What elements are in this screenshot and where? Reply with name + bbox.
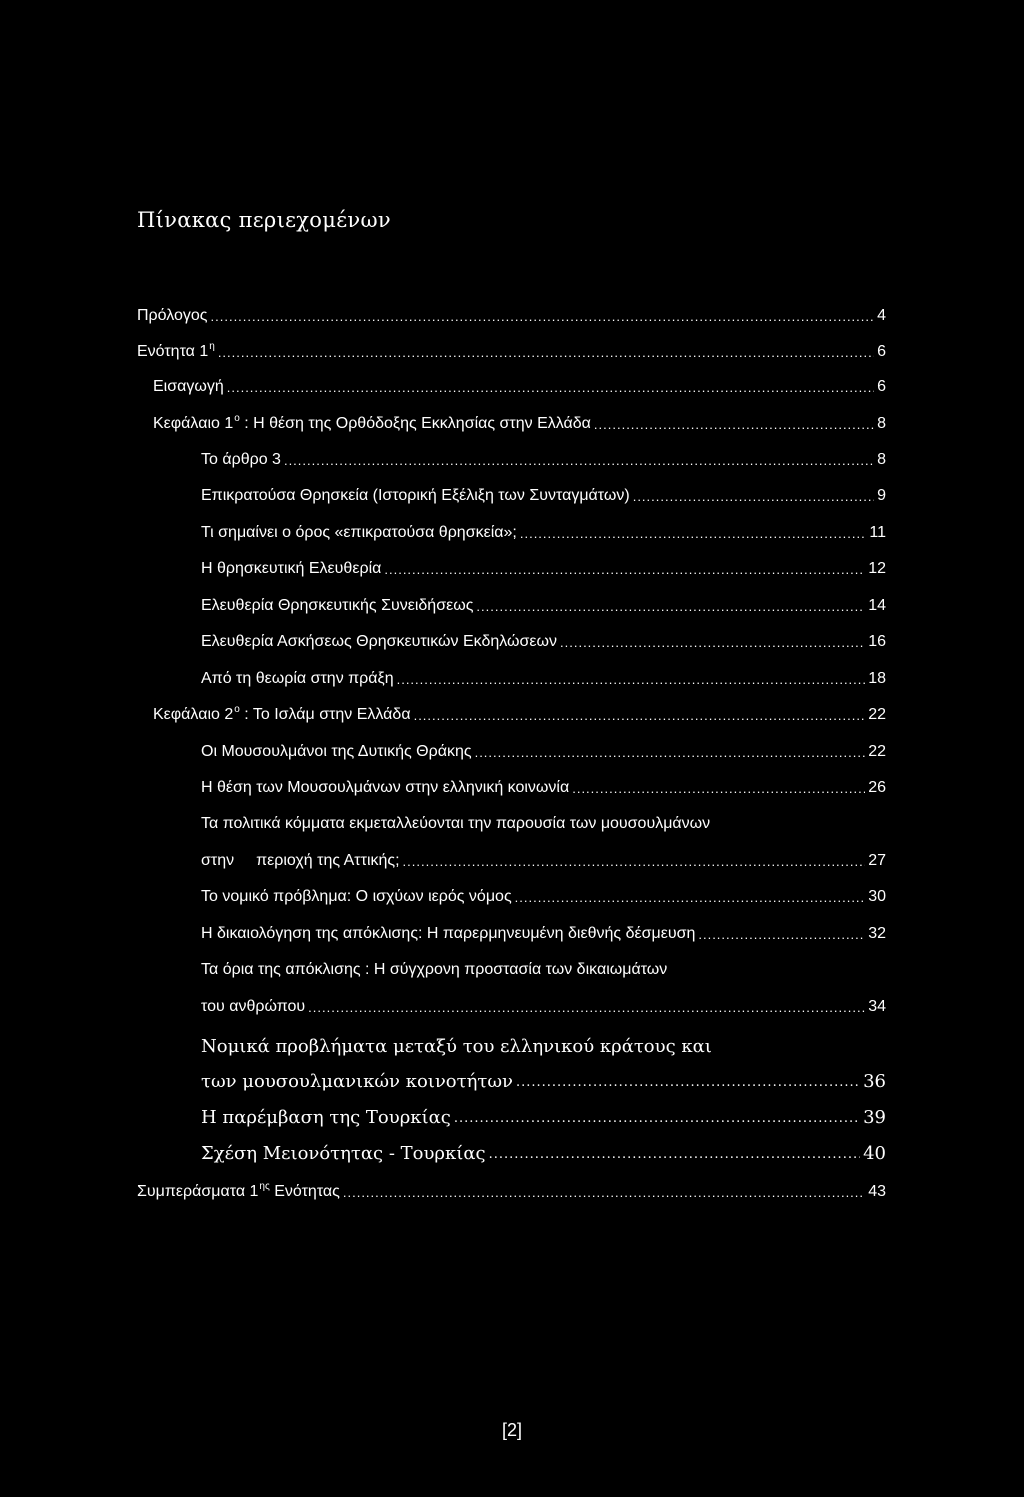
toc-entry-limits-cont[interactable] (201, 993, 886, 1017)
toc-entry-political-parties-cont[interactable] (201, 847, 886, 871)
toc-page-number: 40 (863, 1143, 886, 1164)
toc-entry-article-3[interactable] (201, 446, 886, 470)
toc-page-number: 18 (868, 670, 886, 687)
toc-page-number: 32 (868, 925, 886, 942)
toc-entry-label: Το άρθρο 3 (201, 451, 281, 468)
dot-leader (308, 999, 865, 1017)
toc-entry-prologue[interactable] (137, 302, 886, 326)
dot-leader (218, 344, 874, 362)
toc-page-number: 26 (868, 779, 886, 796)
toc-entry-label: Επικρατούσα Θρησκεία (Ιστορική Εξέλιξη των Συνταγμάτων) (201, 487, 630, 504)
toc-page-number: 22 (868, 743, 886, 760)
toc-entry-legal-problems-cont[interactable] (201, 1068, 886, 1092)
toc-entry-label: Πρόλογος (137, 307, 208, 324)
dot-leader (476, 598, 865, 616)
toc-entry-label: Από τη θεωρία στην πράξη (201, 670, 394, 687)
superscript: ης (259, 1181, 270, 1192)
dot-leader (284, 452, 874, 470)
dot-leader (633, 488, 874, 506)
toc-entry-label: Συμπεράσματα $1^{\eta\varsigma}$ Ενότητας (137, 1181, 340, 1200)
dot-leader (414, 707, 866, 725)
dot-leader (560, 634, 865, 652)
toc-entry-limits[interactable] (201, 956, 886, 980)
superscript: ο (234, 704, 240, 715)
toc-entry-label: Τι σημαίνει ο όρος «επικρατούσα θρησκεία»; (201, 524, 517, 541)
toc-entry-label: του ανθρώπου (201, 998, 306, 1015)
toc-entry-freedom-worship[interactable] (201, 628, 886, 652)
toc-entry-label: Οι Μουσουλμάνοι της Δυτικής Θράκης (201, 743, 472, 760)
toc-entry-label: Η δικαιολόγηση της απόκλισης: Η παρερμηνευμένη διεθνής δέσμευση (201, 925, 696, 942)
dot-leader (572, 780, 865, 798)
toc-entry-label: Το νομικό πρόβλημα: Ο ισχύων ιερός νόμος (201, 888, 512, 905)
dot-leader (520, 525, 867, 543)
toc-entry-label: Η παρέμβαση της Τουρκίας (201, 1107, 451, 1128)
dot-leader (397, 671, 866, 689)
dot-leader (227, 379, 874, 397)
toc-page-number: 27 (868, 852, 886, 869)
toc-entry-muslims-society[interactable] (201, 774, 886, 798)
toc-page-number: 16 (868, 633, 886, 650)
dot-leader (454, 1110, 860, 1128)
toc-page-number: 6 (877, 378, 886, 395)
dot-leader (698, 926, 865, 944)
toc-page-number: 4 (877, 307, 886, 324)
toc-entry-label: Κεφάλαιο $1^o$ : Η θέση της Ορθόδοξης Εκκλησίας στην Ελλάδα (153, 413, 591, 432)
dot-leader (343, 1184, 865, 1202)
toc-entry-label: Ελευθερία Ασκήσεως Θρησκευτικών Εκδηλώσεων (201, 633, 558, 650)
toc-entry-label: Ενότητα $1^\eta$ (137, 341, 215, 360)
toc-entry-muslims-thrace[interactable] (201, 738, 886, 762)
toc-page-number: 39 (863, 1107, 886, 1128)
toc-entry-label: Ελευθερία Θρησκευτικής Συνειδήσεως (201, 597, 474, 614)
superscript: ο (234, 413, 240, 424)
toc-entry-term-meaning[interactable] (201, 519, 886, 543)
toc-entry-justification[interactable] (201, 920, 886, 944)
toc-entry-political-parties[interactable] (201, 810, 886, 834)
toc-entry-introduction[interactable] (153, 373, 886, 397)
toc-page-number: 8 (877, 451, 886, 468)
toc-entry-theory-practice[interactable] (201, 665, 886, 689)
toc-entry-chapter-1[interactable] (153, 410, 886, 434)
dot-leader (384, 561, 865, 579)
toc-page-number: 11 (869, 524, 886, 541)
toc-page-number: 30 (868, 888, 886, 905)
toc-entry-label: Εισαγωγή (153, 378, 224, 395)
toc-page-number: 43 (868, 1183, 886, 1200)
toc-entry-label: Σχέση Μειονότητας - Τουρκίας (201, 1143, 486, 1164)
toc-page-number: 34 (868, 998, 886, 1015)
toc-entry-label: Τα όρια της απόκλισης : Η σύγχρονη προστασία των δικαιωμάτων (201, 961, 668, 978)
toc-entry-prevailing-religion[interactable] (201, 482, 886, 506)
toc-entry-label: Νομικά προβλήματα μεταξύ του ελληνικού κράτους και (201, 1036, 712, 1057)
toc-entry-label: Κεφάλαιο $2^o$ : Το Ισλάμ στην Ελλάδα (153, 704, 411, 723)
toc-page-number: 36 (863, 1071, 886, 1092)
toc-page-number: 9 (877, 487, 886, 504)
toc-entry-label: Η θέση των Μουσουλμάνων στην ελληνική κοινωνία (201, 779, 570, 796)
toc-page-number: 8 (877, 415, 886, 432)
dot-leader (403, 853, 866, 871)
toc-entry-label: Τα πολιτικά κόμματα εκμεταλλεύονται την παρουσία των μουσουλμάνων (201, 815, 711, 832)
toc-entry-religious-freedom[interactable] (201, 555, 886, 579)
toc-page-number: 12 (868, 560, 886, 577)
toc-entry-label: στην περιοχή της Αττικής; (201, 852, 400, 869)
page-title: Πίνακας περιεχομένων (137, 208, 391, 232)
toc-entry-label: Η θρησκευτική Ελευθερία (201, 560, 382, 577)
dot-leader (516, 1074, 860, 1092)
toc-entry-freedom-conscience[interactable] (201, 592, 886, 616)
toc-entry-unit-1[interactable] (137, 338, 886, 362)
toc-page-number: 14 (868, 597, 886, 614)
page-number-footer: [2] (501, 1420, 522, 1440)
toc-entry-chapter-2[interactable] (153, 701, 886, 725)
toc-entry-minority-turkey[interactable] (201, 1140, 886, 1164)
toc-entry-conclusions[interactable] (137, 1178, 886, 1202)
toc-entry-turkey-intervention[interactable] (201, 1104, 886, 1128)
toc-entry-legal-problem[interactable] (201, 883, 886, 907)
toc-entry-label: των μουσουλμανικών κοινοτήτων (201, 1071, 513, 1092)
toc-entry-legal-problems[interactable] (201, 1033, 886, 1057)
dot-leader (594, 416, 874, 434)
superscript: η (209, 341, 215, 352)
toc-page-number: 22 (868, 706, 886, 723)
dot-leader (211, 308, 875, 326)
toc-page-number: 6 (877, 343, 886, 360)
dot-leader (515, 889, 866, 907)
dot-leader (475, 744, 866, 762)
dot-leader (489, 1146, 861, 1164)
